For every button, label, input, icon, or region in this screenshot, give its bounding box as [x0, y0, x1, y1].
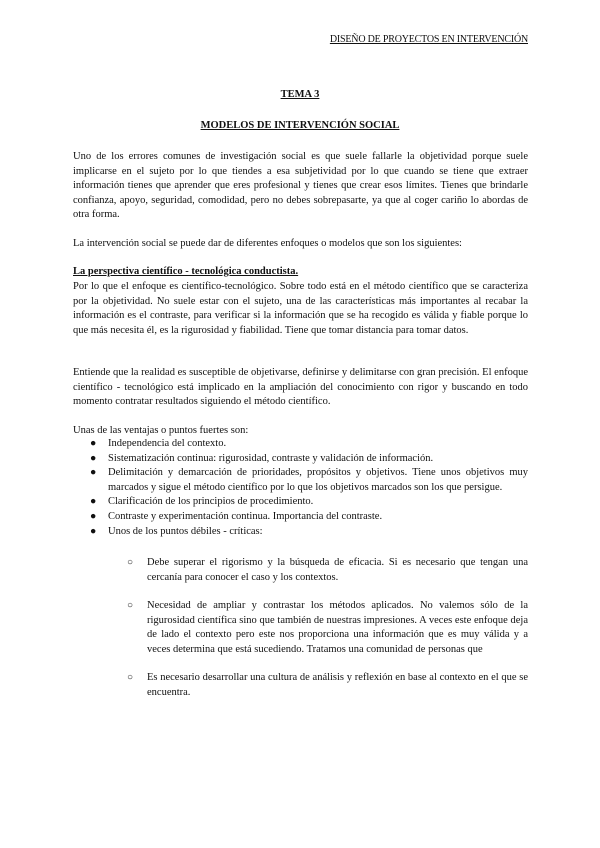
paragraph-reality: Entiende que la realidad es susceptible de objetivarse, definirse y delimitarse con gran precisión. El enfoque científico - tecnológico está implicado en la ampliación del conocimiento con rigor y buscando en todo momento contratar resultados siguiendo el método científico. [73, 367, 528, 408]
bullet-icon: ● [90, 452, 97, 464]
bullet-icon: ● [90, 438, 97, 449]
list-item: ● Sistematización continua: rigurosidad, contraste y validación de información. [73, 452, 528, 467]
sub-list-item: ○ Debe superar el rigorismo y la búsqueda de eficacia. Si es necesario que tengan una cercanía para conocer el caso y los contextos. [127, 557, 528, 583]
list-item: ● Unos de los puntos débiles - críticas: [73, 525, 528, 540]
chapter-title: TEMA 3 [280, 89, 320, 100]
advantages-list [73, 437, 528, 539]
bullet-icon: ● [90, 467, 97, 479]
circle-bullet-icon: ○ [127, 557, 134, 568]
section-title: MODELOS DE INTERVENCIÓN SOCIAL [200, 120, 400, 131]
circle-bullet-icon: ○ [127, 672, 134, 683]
list-item: ● Independencia del contexto. [73, 437, 528, 452]
sub-list-item: ○ Es necesario desarrollar una cultura de análisis y reflexión en base al contexto en el que se encuentra. [127, 672, 528, 698]
list-item: ● Clarificación de los principios de procedimiento. [73, 495, 528, 510]
paragraph-approach: Por lo que el enfoque es científico-tecnológico. Sobre todo está en el método científico que se caracteriza por la objetividad. No suele estar con el sujeto, una de las características más importantes al recabar la información es el contraste, para verificar si la información que se ha recogido es válida y fiable porque lo que más necesita él, es la rigurosidad y fiabilidad. Tiene que tomar distancia para tomar datos. [73, 281, 528, 336]
bullet-icon: ● [90, 496, 97, 508]
sub-list-item: ○ Necesidad de ampliar y contrastar los métodos aplicados. No valemos sólo de la rigurosidad científica sino que también de nuestras impresiones. A veces este enfoque deja de lado el contexto pero este nos proporciona una información que es muy válida y a veces determina que está sucediendo. Tratamos una comunidad de personas que [127, 600, 528, 655]
subsection-heading: La perspectiva científico - tecnológica conductista. [73, 266, 299, 277]
paragraph-models: La intervención social se puede dar de diferentes enfoques o modelos que son los siguientes: [73, 238, 462, 249]
paragraph-intro: Uno de los errores comunes de investigación social es que suele fallarle la objetividad porque suele implicarse en el sujeto por lo que tiendes a esa subjetividad por lo que cuando se tiene que extraer información tienes que aprender que eres profesional y tienes que crear esos límites. Tienes que brindarle confianza, apoyo, seguridad, comodidad, pero no debes sobrepasarte, ya que al coger cariño lo abordas de otra forma. [73, 151, 528, 221]
list-item: ● Delimitación y demarcación de prioridades, propósitos y objetivos. Tiene unos objetivos muy marcados y sigue el método científico por lo que los objetivos marcados son los que persigue. [90, 467, 528, 493]
bullet-icon: ● [90, 525, 97, 537]
running-header: DISEÑO DE PROYECTOS EN INTERVENCIÓN [329, 34, 528, 45]
paragraph-advantages: Unas de las ventajas o puntos fuertes son: [73, 425, 249, 436]
circle-bullet-icon: ○ [127, 600, 134, 611]
list-item: ● Contraste y experimentación continua. Importancia del contraste. [73, 510, 528, 525]
bullet-icon: ● [90, 510, 97, 522]
